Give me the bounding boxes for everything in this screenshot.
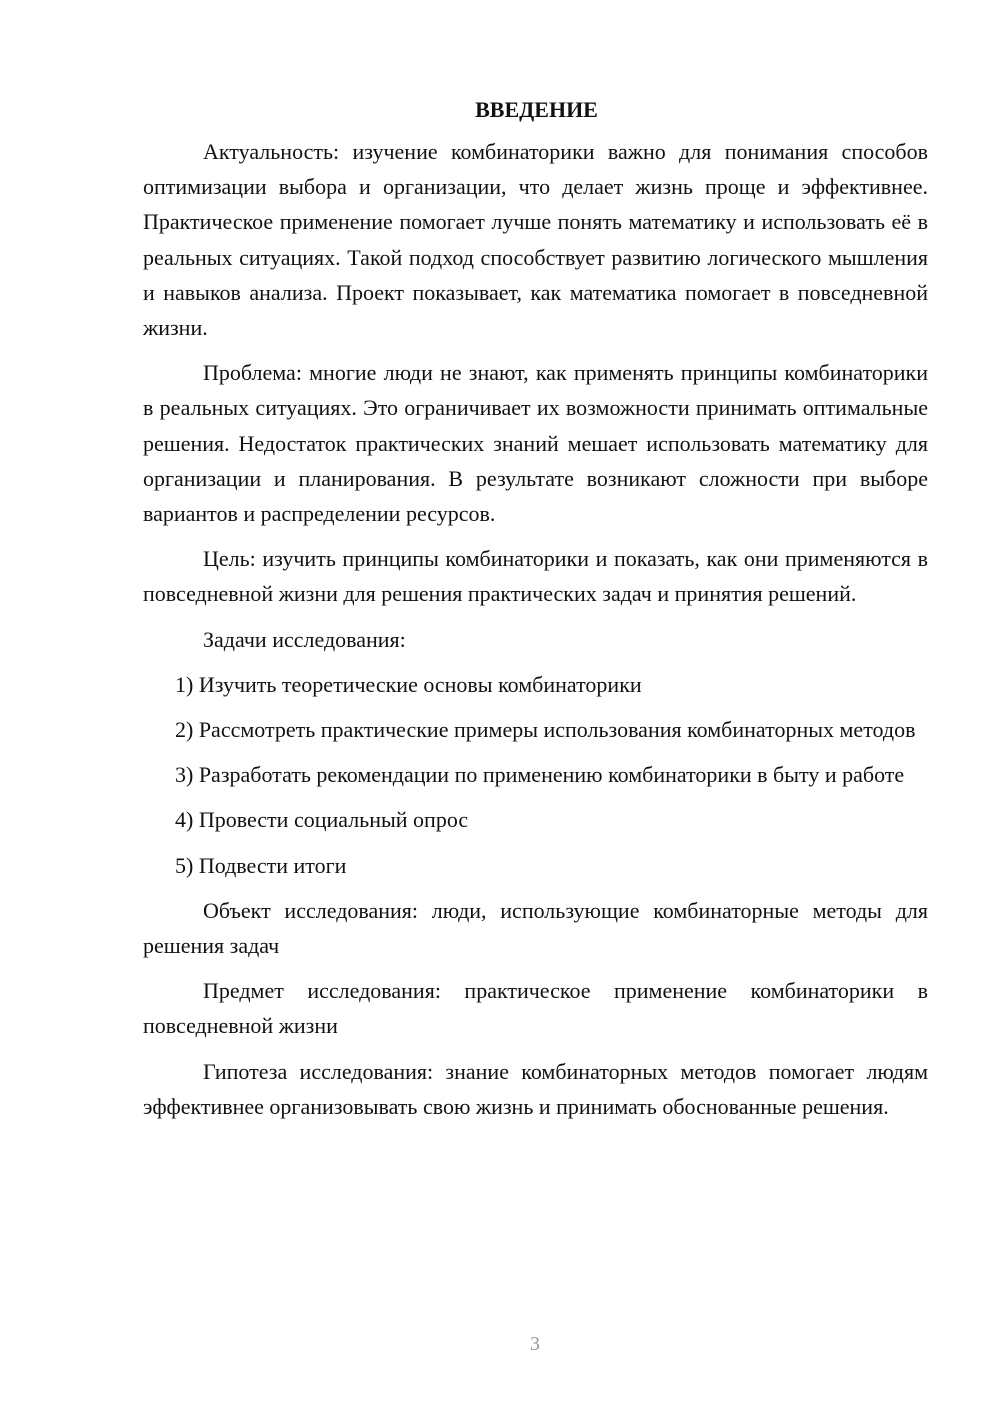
object-paragraph: Объект исследования: люди, использующие комбинаторные методы для решения задач <box>143 897 928 959</box>
task-item-2: 2) Рассмотреть практические примеры использования комбинаторных методов <box>175 717 916 743</box>
section-title: ВВЕДЕНИЕ <box>475 97 598 122</box>
document-page <box>143 94 928 1134</box>
tasks-heading: Задачи исследования: <box>203 626 406 652</box>
relevance-paragraph: Актуальность: изучение комбинаторики важно для понимания способов оптимизации выбора и организации, что делает жизнь проще и эффективнее. Практическое применение помогает лучше понять математику и использовать её в реальных ситуациях. Такой подход способствует развитию логического мышления и навыков анализа. Проект показывает, как математика помогает в повседневной жизни. <box>143 139 928 341</box>
task-item-5: 5) Подвести итоги <box>175 852 347 878</box>
problem-paragraph: Проблема: многие люди не знают, как применять принципы комбинаторики в реальных ситуациях. Это ограничивает их возможности принимать оптимальные решения. Недостаток практических знаний мешает использовать математику для организации и планирования. В результате возникают сложности при выборе вариантов и распределении ресурсов. <box>143 360 928 527</box>
goal-paragraph: Цель: изучить принципы комбинаторики и показать, как они применяются в повседневной жизни для решения практических задач и принятия решений. <box>143 546 928 607</box>
task-item-4: 4) Провести социальный опрос <box>175 807 469 833</box>
hypothesis-paragraph: Гипотеза исследования: знание комбинаторных методов помогает людям эффективнее организовывать свою жизнь и принимать обоснованные решения. <box>143 1058 928 1119</box>
task-item-3: 3) Разработать рекомендации по применению комбинаторики в быту и работе <box>175 762 905 788</box>
subject-paragraph: Предмет исследования: практическое применение комбинаторики в повседневной жизни <box>143 978 928 1039</box>
task-item-1: 1) Изучить теоретические основы комбинаторики <box>175 671 642 697</box>
page-number: 3 <box>530 1333 540 1355</box>
